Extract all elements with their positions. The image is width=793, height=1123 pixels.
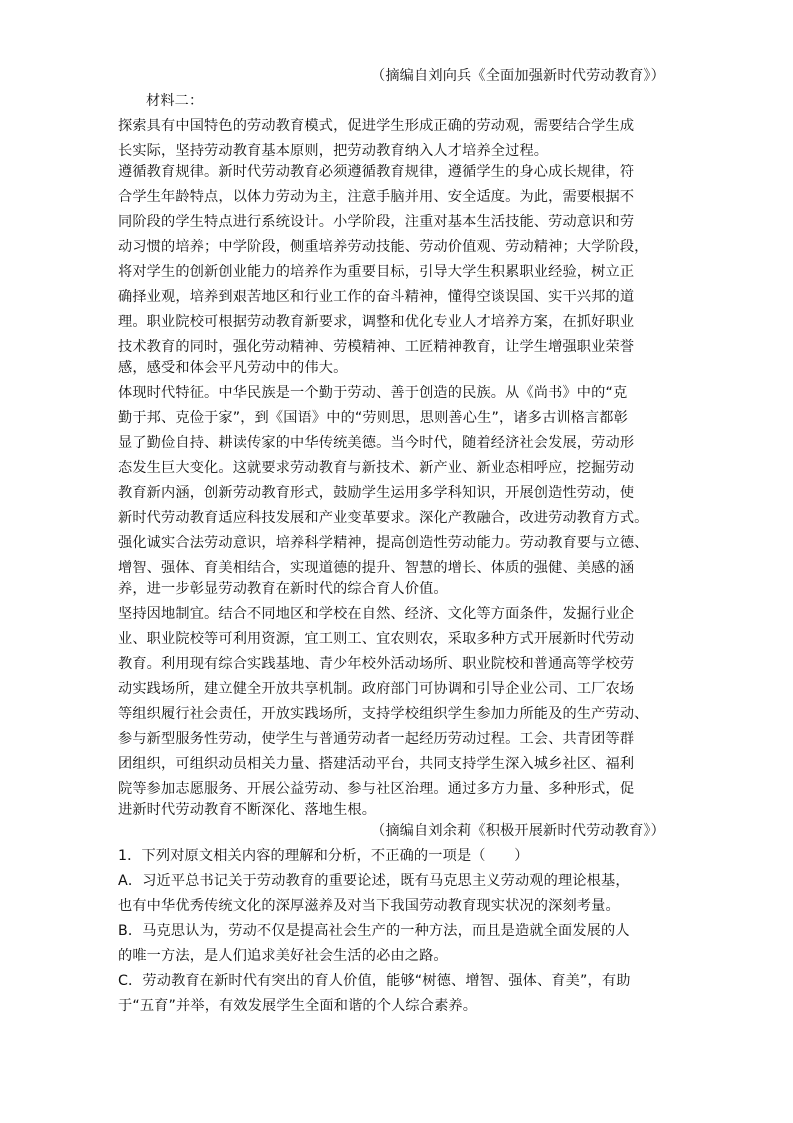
text-line: 遵循教育规律。新时代劳动教育必须遵循教育规律，遵循学生的身心成长规律，符 [118, 164, 635, 180]
text-line: 长实际，坚持劳动教育基本原则，把劳动教育纳入人才培养全过程。 [118, 143, 549, 159]
text-line: 业、职业院校等可利用资源，宜工则工、宜农则农，采取多种方式开展新时代劳动 [118, 631, 635, 647]
text-line: 养，进一步彰显劳动教育在新时代的综合育人价值。 [118, 581, 448, 597]
option-line: B．马克思认为，劳动不仅是提高社会生产的一种方法，而且是造就全面发展的人 [118, 923, 630, 939]
text-line: 参与新型服务性劳动，使学生与普通劳动者一起经历劳动过程。工会、共青团等群 [118, 731, 635, 747]
source-citation-2: （摘编自刘余莉《积极开展新时代劳动教育》） [371, 823, 665, 839]
text-line: 确择业观，培养到艰苦地区和行业工作的奋斗精神，懂得空谈误国、实干兴邦的道 [118, 289, 635, 305]
option-line: A．习近平总书记关于劳动教育的重要论述，既有马克思主义劳动观的理论根基， [118, 873, 630, 889]
text-line: 勤于邦、克俭于家”，到《国语》中的“劳则思，思则善心生”，诸多古训格言都彰 [118, 410, 628, 426]
text-line: 教育。利用现有综合实践基地、青少年校外活动场所、职业院校和普通高等学校劳 [118, 656, 635, 672]
text-line: 增智、强体、育美相结合，实现道德的提升、智慧的增长、体质的强健、美感的涵 [118, 560, 635, 576]
text-line: 同阶段的学生特点进行系统设计。小学阶段，注重对基本生活技能、劳动意识和劳 [118, 214, 635, 230]
text-line: 坚持因地制宜。结合不同地区和学校在自然、经济、文化等方面条件，发掘行业企 [118, 606, 635, 622]
text-line: 进新时代劳动教育不断深化、落地生根。 [118, 802, 377, 818]
source-citation-1: （摘编自刘向兵《全面加强新时代劳动教育》） [371, 68, 665, 84]
text-line: 强化诚实合法劳动意识，培养科学精神，提高创造性劳动能力。劳动教育要与立德、 [118, 535, 649, 551]
text-line: 院等参加志愿服务、开展公益劳动、参与社区治理。通过多方力量、多种形式，促 [118, 781, 635, 797]
option-line: 也有中华优秀传统文化的深厚滋养及对当下我国劳动教育现实状况的深刻考量。 [118, 898, 620, 914]
text-line: 感，感受和体会平凡劳动中的伟大。 [118, 360, 348, 376]
text-line: 团组织，可组织动员相关力量、搭建活动平台，共同支持学生深入城乡社区、福利 [118, 756, 635, 772]
text-line: 显了勤俭自持、耕读传家的中华传统美德。当今时代，随着经济社会发展，劳动形 [118, 435, 635, 451]
option-line: C．劳动教育在新时代有突出的育人价值，能够“树德、增智、强体、育美”，有助 [118, 973, 631, 989]
text-line: 新时代劳动教育适应科技发展和产业变革要求。深化产教融合，改进劳动教育方式。 [118, 510, 649, 526]
text-line: 等组织履行社会责任，开放实践场所，支持学校组织学生参加力所能及的生产劳动、 [118, 706, 649, 722]
question-stem: 1．下列对原文相关内容的理解和分析，不正确的一项是（ ） [118, 848, 529, 864]
text-line: 教育新内涵，创新劳动教育形式，鼓励学生运用多学科知识，开展创造性劳动，使 [118, 485, 635, 501]
text-line: 态发生巨大变化。这就要求劳动教育与新技术、新产业、新业态相呼应，挖掘劳动 [118, 460, 635, 476]
text-line: 合学生年龄特点，以体力劳动为主，注意手脑并用、安全适度。为此，需要根据不 [118, 189, 635, 205]
text-line: 技术教育的同时，强化劳动精神、劳模精神、工匠精神教育，让学生增强职业荣誉 [118, 339, 635, 355]
option-line: 于“五育”并举，有效发展学生全面和谐的个人综合素养。 [118, 998, 478, 1014]
option-line: 的唯一方法，是人们追求美好社会生活的必由之路。 [118, 948, 448, 964]
text-line: 体现时代特征。中华民族是一个勤于劳动、善于创造的民族。从《尚书》中的“克 [118, 385, 628, 401]
text-line: 动实践场所，建立健全开放共享机制。政府部门可协调和引导企业公司、工厂农场 [118, 681, 635, 697]
text-line: 探索具有中国特色的劳动教育模式，促进学生形成正确的劳动观，需要结合学生成 [118, 118, 635, 134]
material-2-heading: 材料二： [146, 93, 204, 109]
text-line: 将对学生的创新创业能力的培养作为重要目标，引导大学生积累职业经验，树立正 [118, 264, 635, 280]
text-line: 动习惯的培养；中学阶段，侧重培养劳动技能、劳动价值观、劳动精神；大学阶段， [118, 239, 649, 255]
text-line: 理。职业院校可根据劳动教育新要求，调整和优化专业人才培养方案，在抓好职业 [118, 314, 635, 330]
